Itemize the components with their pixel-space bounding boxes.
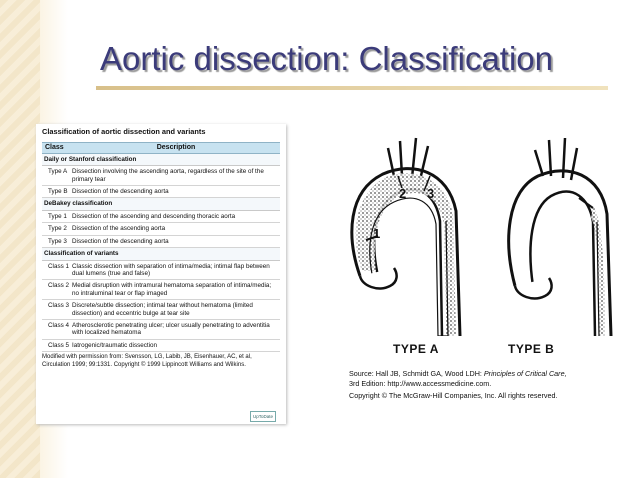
table-footnote: Modified with permission from: Svensson, LG, Labib, JB, Eisenhauer, AC, et al, Circulation 1999; 99:1331. Copyright © 1999 Lippincott Williams and Wilkins.: [42, 354, 252, 368]
row-description: Dissection of the descending aorta: [72, 188, 169, 195]
row-class: Class 3: [48, 302, 69, 310]
row-class: Type 3: [48, 237, 67, 245]
slide-title: Aortic dissection: Classification: [100, 40, 554, 77]
uptodate-logo: UpToDate: [250, 411, 276, 422]
header-description: Description: [156, 143, 196, 151]
row-description: Dissection involving the ascending aorta, regardless of the site of the primary tear: [72, 168, 264, 183]
table-title: Classification of aortic dissection and variants: [42, 127, 206, 136]
row-description: Dissection of the ascending and descending thoracic aorta: [72, 212, 236, 220]
source-suffix: 3rd Edition: http://www.accessmedicine.com.: [349, 378, 492, 388]
row-description: Atherosclerotic penetrating ulcer; ulcer usually penetrating to adventitia with localized hematoma: [72, 322, 270, 337]
table-row: [42, 340, 280, 352]
aorta-type-a: [352, 138, 460, 336]
source-book: Principles of Critical Care,: [483, 369, 567, 378]
decorative-strip: [0, 0, 40, 478]
copyright-notice: Copyright © The McGraw-Hill Companies, Inc. All rights reserved.: [349, 391, 558, 400]
title-underline: [96, 86, 608, 90]
source-prefix: Source: Hall JB, Schmidt GA, Wood LDH:: [349, 369, 484, 378]
table-row: [42, 211, 280, 223]
aorta-type-b: [509, 138, 611, 336]
row-class: Type A: [48, 168, 68, 176]
row-description: Discrete/subtle dissection; intimal tear without hematoma (limited dissection) and eccentric bulge at tear site: [72, 302, 253, 317]
row-class: Type 2: [48, 225, 67, 233]
table-row: [42, 236, 280, 248]
table-row: [42, 300, 280, 320]
section-variants: Classification of variants: [42, 248, 280, 260]
row-description: Medial disruption with intramural hematoma separation of intima/media; no intraluminal tear or flap imaged: [72, 282, 272, 297]
row-description: Dissection of the descending aorta: [72, 237, 169, 245]
row-class: Class 1: [48, 262, 69, 270]
row-class: Type 1: [48, 212, 67, 220]
table-row: [42, 261, 280, 281]
row-description: Classic dissection with separation of intima/media; intimal flap between dual lumens (true and false): [72, 262, 270, 277]
type-a-label: TYPE A: [393, 342, 439, 356]
row-description: Iatrogenic/traumatic dissection: [72, 341, 158, 349]
row-class: Class 5: [48, 341, 69, 349]
table-row: [42, 186, 280, 198]
table-row: [42, 223, 280, 235]
row-class: Class 2: [48, 282, 69, 290]
table-row: [42, 166, 280, 186]
row-class: Type B: [48, 188, 68, 195]
classification-table: [36, 124, 286, 424]
section-debakey: DeBakey classification: [42, 198, 280, 210]
type-b-label: TYPE B: [508, 342, 555, 356]
table-header: [42, 142, 280, 154]
row-class: Class 4: [48, 322, 69, 330]
label-1: 1: [373, 226, 381, 241]
section-stanford: Daily or Stanford classification: [42, 154, 280, 166]
row-description: Dissection of the ascending aorta: [72, 225, 166, 233]
label-3: 3: [427, 186, 435, 201]
header-class: Class: [45, 143, 64, 151]
label-2: 2: [399, 186, 407, 201]
table-row: [42, 280, 280, 300]
source-citation: [349, 369, 624, 388]
table-row: [42, 320, 280, 340]
aorta-diagram: [338, 136, 628, 336]
